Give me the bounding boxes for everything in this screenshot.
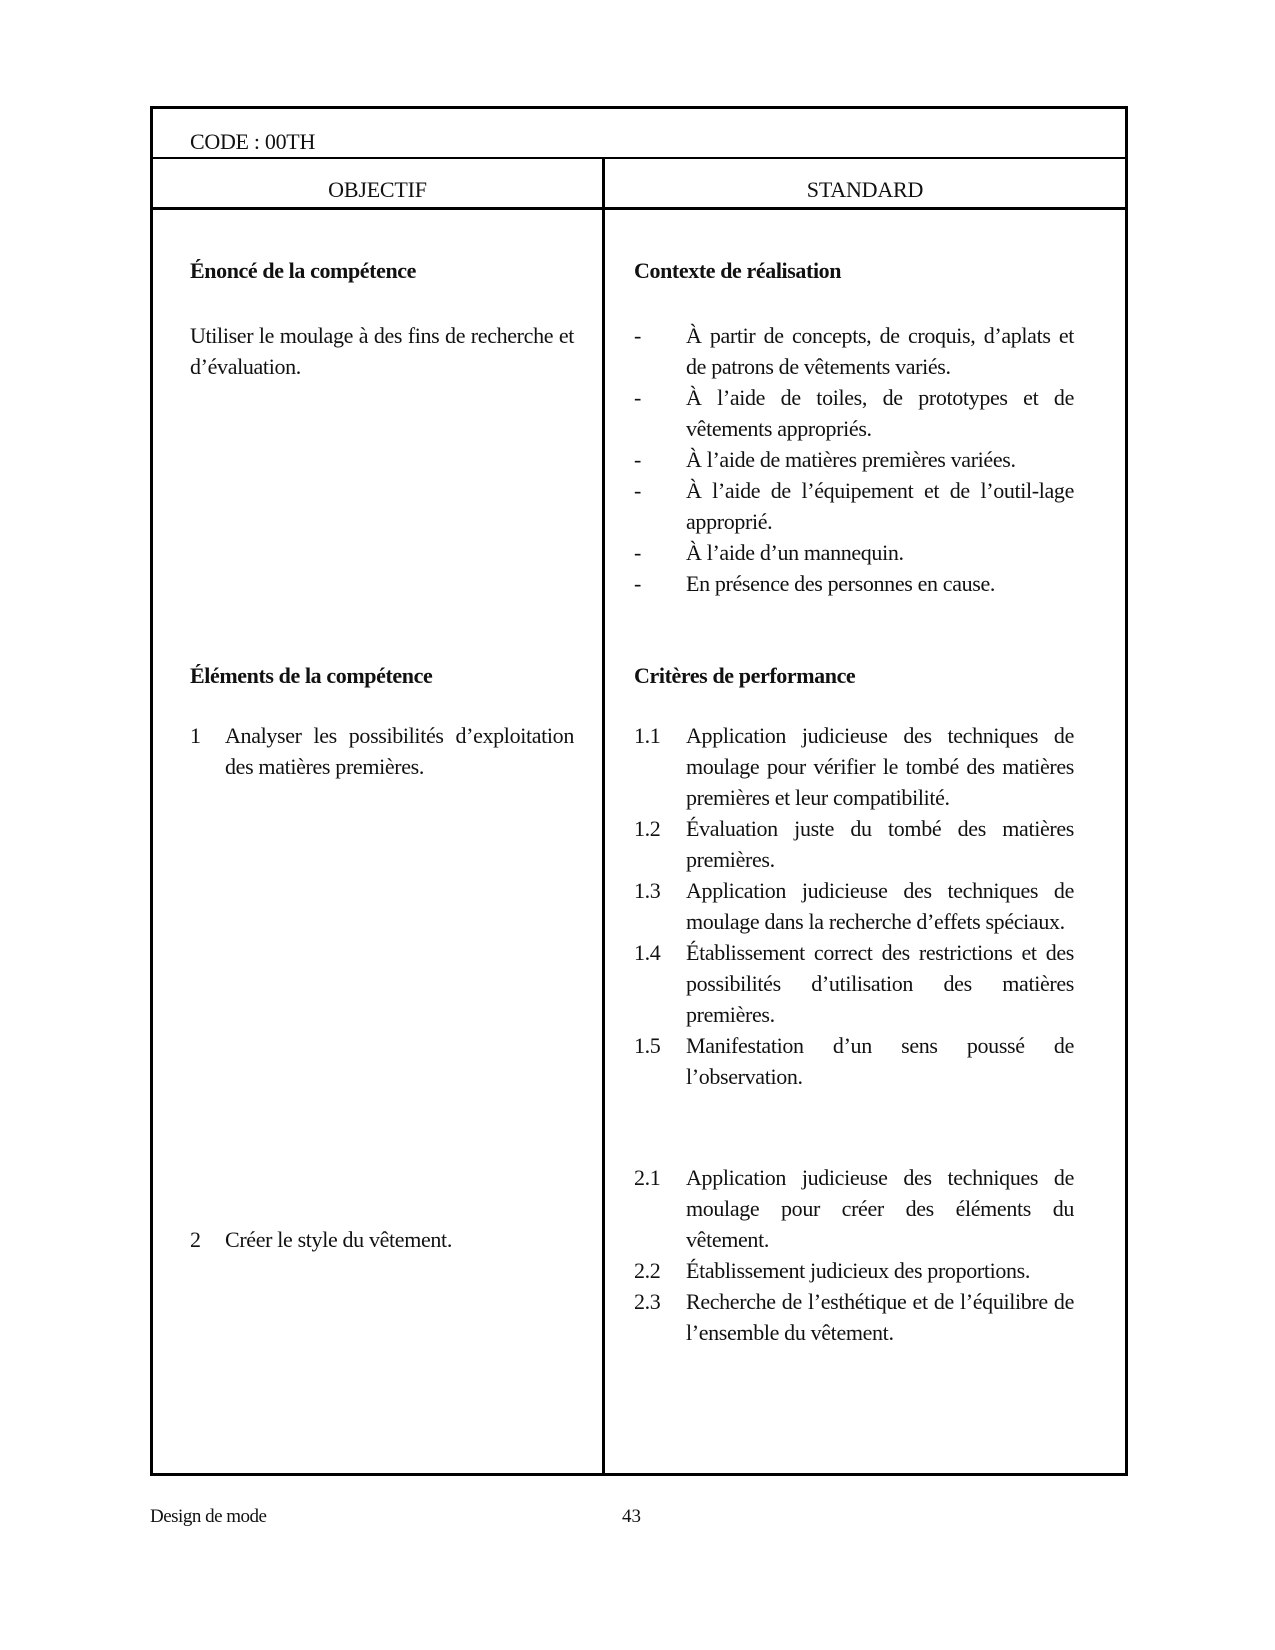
contexte-item <box>634 320 1074 382</box>
page-number: 43 <box>622 1506 641 1527</box>
contexte-text: À partir de concepts, de croquis, d’aplats et de patrons de vêtements variés. <box>686 323 1074 379</box>
critere-text: Évaluation juste du tombé des matières premières. <box>686 816 1074 872</box>
column-header-standard: STANDARD <box>806 177 924 202</box>
element-number: 1 <box>190 723 201 748</box>
footer-title: Design de mode <box>150 1506 267 1527</box>
contexte-text: À l’aide d’un mannequin. <box>686 540 904 565</box>
critere-item <box>634 1255 1074 1286</box>
contexte-item <box>634 444 1074 475</box>
enonce-heading: Énoncé de la compétence <box>190 258 417 283</box>
critere-item <box>634 937 1074 1030</box>
bullet-dash: - <box>634 571 641 596</box>
enonce-text: Utiliser le moulage à des fins de recherche et d’évaluation. <box>190 323 574 379</box>
contexte-text: À l’aide de toiles, de prototypes et de vêtements appropriés. <box>686 385 1074 441</box>
critere-text: Application judicieuse des techniques de moulage pour créer des éléments du vêtement. <box>686 1165 1074 1252</box>
bullet-dash: - <box>634 385 641 410</box>
competency-table <box>150 106 1128 1476</box>
code-label: CODE : 00TH <box>190 129 316 154</box>
element-text: Analyser les possibilités d’exploitation des matières premières. <box>225 723 574 779</box>
bullet-dash: - <box>634 540 641 565</box>
critere-item <box>634 1286 1074 1348</box>
element-number: 2 <box>190 1227 201 1252</box>
critere-item <box>634 720 1074 813</box>
element-item-2 <box>190 1224 574 1255</box>
criteres-heading: Critères de performance <box>634 663 856 688</box>
elements-heading: Éléments de la compétence <box>190 663 433 688</box>
critere-number: 2.1 <box>634 1165 661 1190</box>
critere-text: Manifestation d’un sens poussé de l’observation. <box>686 1033 1074 1089</box>
critere-number: 1.2 <box>634 816 661 841</box>
critere-number: 1.3 <box>634 878 661 903</box>
bullet-dash: - <box>634 323 641 348</box>
critere-item <box>634 813 1074 875</box>
critere-item <box>634 1162 1074 1255</box>
critere-number: 2.2 <box>634 1258 661 1283</box>
contexte-item <box>634 568 1074 599</box>
column-divider <box>602 159 605 1473</box>
critere-text: Application judicieuse des techniques de moulage pour vérifier le tombé des matières premières et leur compatibilité. <box>686 723 1074 810</box>
criteres-list-1 <box>634 720 1074 1092</box>
critere-number: 1.5 <box>634 1033 661 1058</box>
contexte-text: En présence des personnes en cause. <box>686 571 996 596</box>
element-text: Créer le style du vêtement. <box>225 1227 452 1252</box>
contexte-item <box>634 537 1074 568</box>
critere-text: Recherche de l’esthétique et de l’équilibre de l’ensemble du vêtement. <box>686 1289 1074 1345</box>
contexte-list <box>634 320 1074 599</box>
element-item-1 <box>190 720 574 782</box>
contexte-heading: Contexte de réalisation <box>634 258 842 283</box>
contexte-item <box>634 382 1074 444</box>
bullet-dash: - <box>634 478 641 503</box>
critere-item <box>634 1030 1074 1092</box>
critere-text: Établissement judicieux des proportions. <box>686 1258 1031 1283</box>
column-header-row <box>153 159 1125 210</box>
code-row <box>153 109 1125 159</box>
critere-text: Application judicieuse des techniques de moulage dans la recherche d’effets spéciaux. <box>686 878 1074 934</box>
criteres-list-2 <box>634 1162 1074 1348</box>
critere-number: 2.3 <box>634 1289 661 1314</box>
critere-number: 1.1 <box>634 723 661 748</box>
critere-number: 1.4 <box>634 940 661 965</box>
bullet-dash: - <box>634 447 641 472</box>
column-header-objectif: OBJECTIF <box>328 177 427 202</box>
contexte-text: À l’aide de matières premières variées. <box>686 447 1016 472</box>
contexte-item <box>634 475 1074 537</box>
critere-item <box>634 875 1074 937</box>
critere-text: Établissement correct des restrictions et des possibilités d’utilisation des matières premières. <box>686 940 1074 1027</box>
contexte-text: À l’aide de l’équipement et de l’outil-lage approprié. <box>686 478 1074 534</box>
